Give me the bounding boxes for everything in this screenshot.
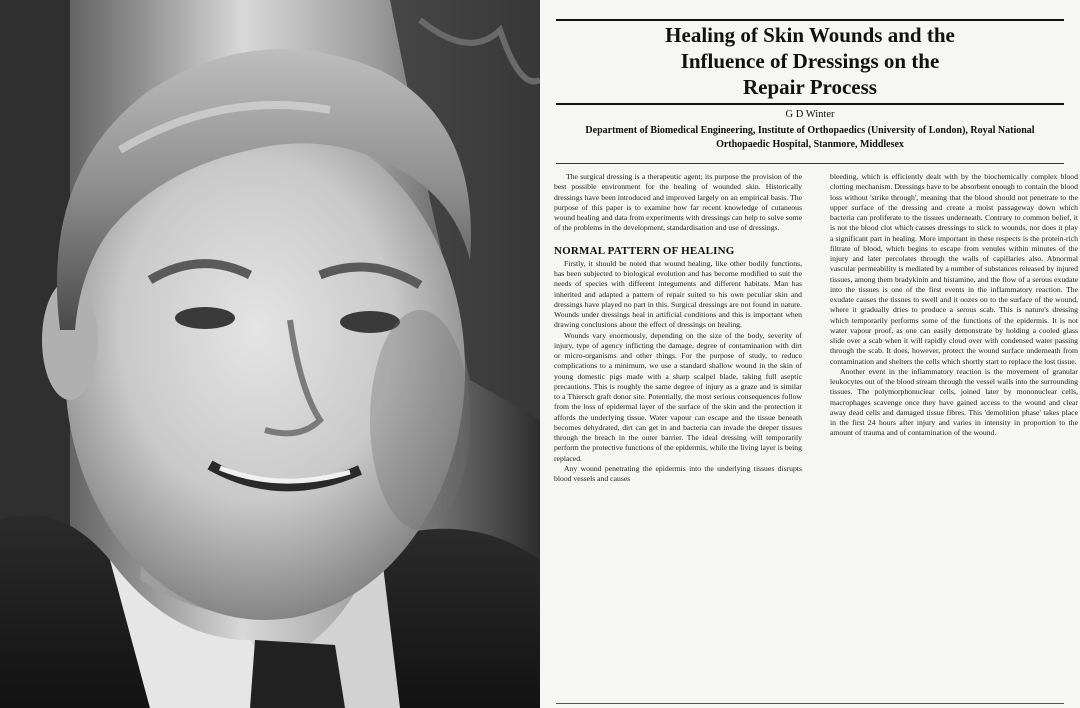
- body-paragraph: Another event in the inflammatory reaction is the movement of granular leukocytes out of the blood stream through the vessel walls into the surrounding tissues. The polymorphonuclear cells, joined later by mononuclear cells, macrophages scavenge once they have gained access to the wound and clear away dead cells and damaged tissue fibres. This 'demolition phase' takes place in the first 24 hours after injury and varies in intensity in proportion to the amount of trauma and of contamination of the wound.: [830, 366, 1078, 438]
- bottom-rule: [556, 703, 1064, 704]
- author-name: G D Winter: [785, 109, 835, 120]
- title-line-1: Healing of Skin Wounds and the: [665, 23, 955, 47]
- author-affiliation: Department of Biomedical Engineering, Institute of Orthopaedics (University of London), Royal National Orthopaedic Hospital, Stanmore, Middlesex: [585, 125, 1035, 150]
- section-heading: NORMAL PATTERN OF HEALING: [554, 244, 735, 257]
- body-paragraph: Wounds vary enormously, depending on the size of the body, severity of injury, type of agency inflicting the damage, degree of contamination with dirt or micro-organisms and other things. For the purpose of study, to reduce complications to a minimum, we use a standard shallow wound in the skin of young domestic pigs made with a sharp scalpel blade, taking full aseptic precautions. This is roughly the same degree of injury as a graze and is similar to a Thiersch graft donor site. Potentially, the most serious consequences follow from the loss of epidermal layer of the surface of the skin and the protection it affords the underlying tissue. Water vapour can escape and the tissue beneath becomes dehydrated, dirt can get in and bacteria can invade the deeper tissues through the breach in the outer barrier. The ideal dressing will temporarily perform the protective functions of the epidermis, while the living layer is being replaced.: [554, 330, 802, 463]
- title-line-2: Influence of Dressings on the: [680, 49, 940, 73]
- right-column: [830, 172, 1078, 439]
- article-title: [560, 22, 1060, 100]
- body-paragraph: Firstly, it should be noted that wound healing, like other bodily functions, has been subjected to biological evolution and has become modified to suit the needs of species with different integuments and different habitats. Man has inherited and adapted a pattern of repair suited to his own peculiar skin and dressings have played no part in this. Surgical dressings are not found in nature. Wounds under dressings heal in artificial conditions and this is important when drawing conclusions about the effect of dressings on healing.: [554, 258, 802, 330]
- body-paragraph: Any wound penetrating the epidermis into the underlying tissues disrupts blood vessels and causes: [554, 463, 802, 483]
- intro-paragraph: The surgical dressing is a therapeutic agent; its purpose the provision of the best possible environment for the healing of wounded skin. Historically dressings have been introduced and improved largely on an empirical basis. The purpose of this paper is to examine how far recent knowledge of cutaneous wound healing and data from experiments with dressings can help to solve some of the problems in the development, standardisation and use of dressings.: [554, 172, 802, 233]
- left-column: [554, 172, 802, 484]
- article-page: [540, 0, 1080, 708]
- title-line-3: Repair Process: [743, 75, 877, 99]
- header-rule: [556, 163, 1064, 164]
- title-rule: [556, 103, 1064, 105]
- body-paragraph: bleeding, which is efficiently dealt with by the biochemically complex blood clotting mechanism. Dressings have to be absorbent enough to contain the blood loss without 'strike through', meaning that the blood should not penetrate to the upper surface of the dressing and create a moist passageway down which bacteria can proliferate to the tissues underneath. Contrary to common belief, it is not the blood clot which causes dressings to stick to wounds, nor does it play a significant part in healing. More important in these respects is the protein-rich filtrate of blood, which begins to escape from venules within minutes of the injury and later percolates through the walls of capillaries also. Abnormal vascular permeability is mediated by a number of substances released by injured tissues, among them bradykinin and histamine, and the flow of a serous exudate into the tissues is one of the first events in the inflammatory reaction. The exudate causes the tissues to swell and it oozes on to the surface of the wound, where it gradually dries to produce a serous scab. This is nature's dressing which temporarily performs some of the functions of the epidermis. It is not water vapour proof, as one can easily demonstrate by holding a cooled glass slide over a scab when it will rapidly cloud over with condensed water passing through the scab. It does, however, protect the wound surface underneath from contamination and shelters the cells which shortly start to replace the lost tissue.: [830, 172, 1078, 366]
- top-rule: [556, 19, 1064, 21]
